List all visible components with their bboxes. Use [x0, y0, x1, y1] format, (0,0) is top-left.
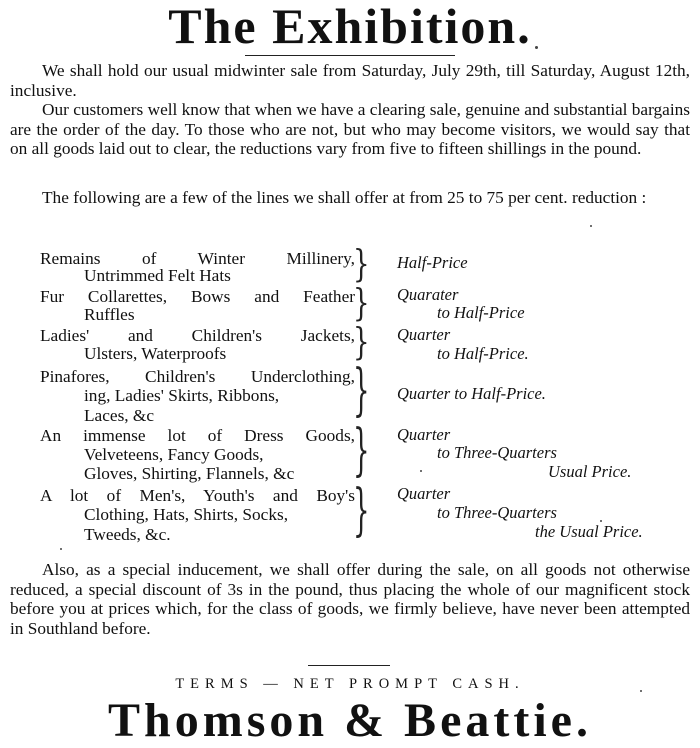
- line-6-item-text-2: Clothing, Hats, Shirts, Socks,: [84, 505, 289, 524]
- line-5-item-text-2: Velveteens, Fancy Goods,: [84, 445, 264, 464]
- print-speck: [590, 225, 592, 227]
- line-5-item-text-3: Gloves, Shirting, Flannels, &c: [84, 464, 295, 483]
- line-2-item-text-1: Fur Collarettes, Bows and Feather: [40, 287, 355, 306]
- line-1-price-1: Half-Price: [397, 253, 468, 272]
- line-6-item-text-3: Tweeds, &c.: [84, 525, 171, 544]
- firm-name: Thomson & Beattie.: [108, 694, 592, 747]
- line-3-price-1: Quarter: [397, 325, 451, 344]
- terms-line: TERMS — NET PROMPT CASH.: [175, 676, 525, 692]
- line-4-item-text-3: Laces, &c: [84, 406, 155, 425]
- line-1-item-text-1: Remains of Winter Millinery,: [40, 249, 355, 268]
- line-5-price-2: to Three-Quarters: [437, 443, 557, 462]
- line-3-item-text-1: Ladies' and Children's Jackets,: [40, 326, 355, 345]
- line-6-price-2: to Three-Quarters: [437, 503, 557, 522]
- line-3-price-2: to Half-Price.: [437, 344, 529, 363]
- print-speck: [600, 520, 602, 522]
- line-1-item-text-2: Untrimmed Felt Hats: [84, 266, 231, 285]
- print-speck: [420, 470, 422, 472]
- line-2-price-1: Quarater: [397, 285, 459, 304]
- line-1-brace: }: [353, 243, 370, 287]
- closing-paragraph: Also, as a special inducement, we shall offer during the sale, on all goods not otherwise reduced, a special discount of 3s in the pound, thus placing the whole of our magnificent stock before you at prices which, for the class of goods, we firmly believe, have never been attempted in Southland before.: [10, 560, 690, 638]
- print-speck: [60, 548, 62, 550]
- line-5-price-1: Quarter: [397, 425, 451, 444]
- headline: The Exhibition.: [168, 0, 532, 54]
- intro-paragraph-1: We shall hold our usual midwinter sale from Saturday, July 29th, till Saturday, August 12th, inclusive.: [10, 61, 690, 100]
- line-6-item-text-1: A lot of Men's, Youth's and Boy's: [40, 486, 355, 505]
- line-4-item-text-1: Pinafores, Children's Underclothing,: [40, 367, 355, 386]
- line-5-brace: }: [353, 419, 370, 485]
- line-2-brace: }: [353, 282, 370, 326]
- line-2-item-text-2: Ruffles: [84, 305, 135, 324]
- line-2-price-2: to Half-Price: [437, 303, 525, 322]
- terms-rule: [308, 665, 390, 666]
- line-3-item-text-2: Ulsters, Waterproofs: [84, 344, 227, 363]
- headline-rule: [245, 55, 455, 56]
- line-4-item-text-2: ing, Ladies' Skirts, Ribbons,: [84, 386, 280, 405]
- print-speck: [535, 46, 538, 49]
- print-speck: [640, 690, 642, 692]
- line-4-price-1: Quarter to Half-Price.: [397, 384, 546, 403]
- intro-paragraph-3: The following are a few of the lines we shall offer at from 25 to 75 per cent. reduction :: [42, 188, 647, 207]
- line-6-brace: }: [353, 479, 370, 545]
- line-4-brace: }: [353, 359, 370, 425]
- intro-paragraph-2: Our customers well know that when we have a clearing sale, genuine and substantial bargains are the order of the day. To those who are not, but who may become visitors, we would say that on all goods laid out to clear, the reductions vary from five to fifteen shillings in the pound.: [10, 100, 691, 158]
- line-6-price-3: the Usual Price.: [535, 522, 643, 541]
- line-5-item-text-1: An immense lot of Dress Goods,: [40, 426, 355, 445]
- line-6-price-1: Quarter: [397, 484, 451, 503]
- line-3-brace: }: [353, 321, 370, 365]
- line-5-price-3: Usual Price.: [548, 462, 632, 481]
